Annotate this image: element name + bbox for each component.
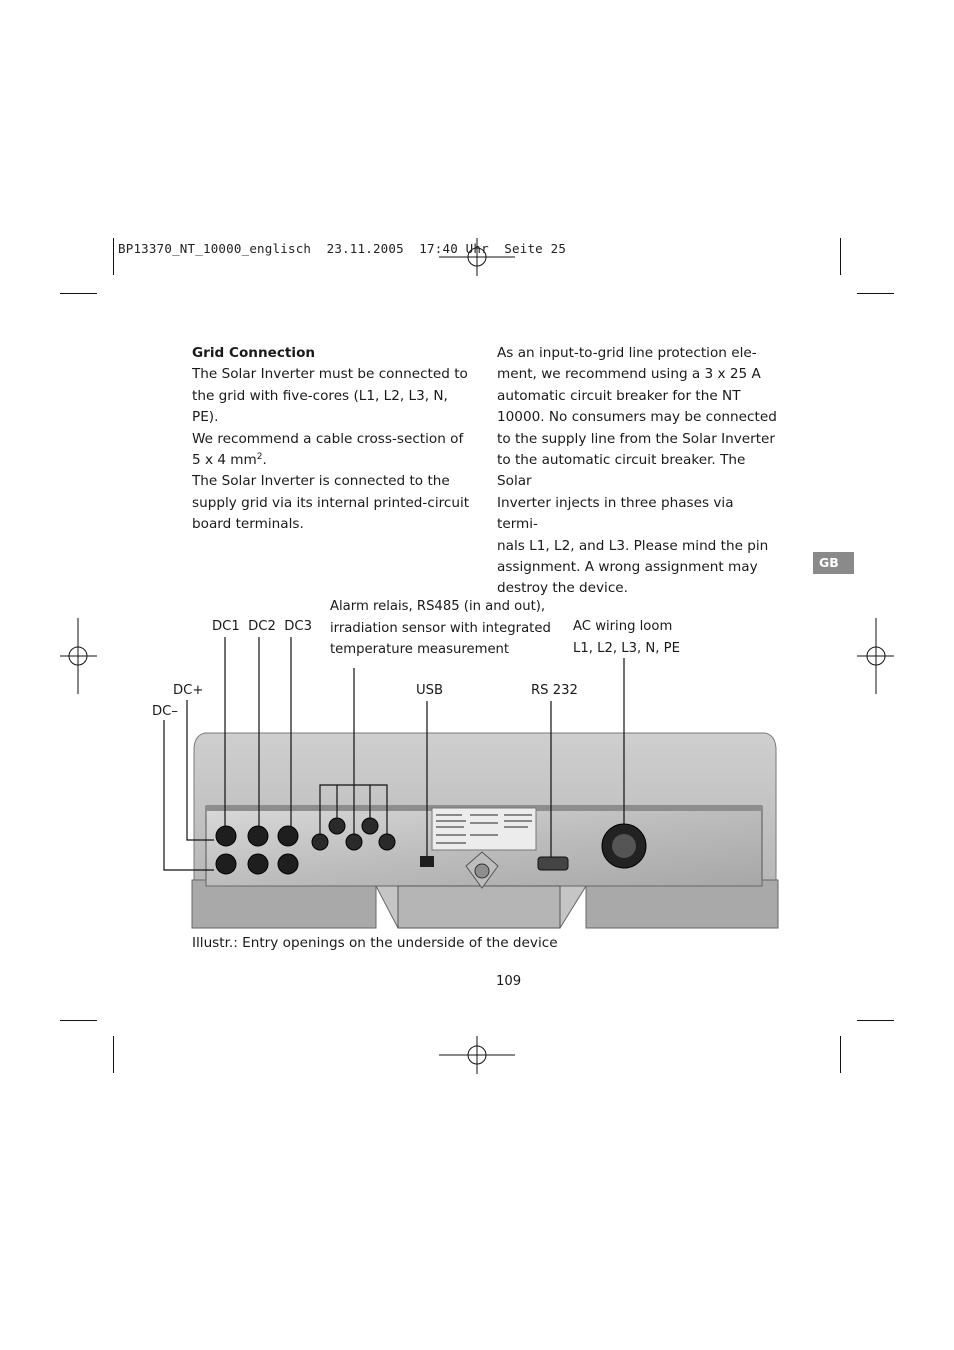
paragraph-line: nals L1, L2, and L3. Please mind the pin	[497, 537, 769, 554]
page-number: 109	[496, 974, 522, 989]
paragraph-line: The Solar Inverter must be connected to	[192, 366, 468, 383]
usb-label: USB	[416, 683, 444, 698]
paragraph-line: The Solar Inverter is connected to the	[192, 473, 450, 490]
figure-caption: Illustr.: Entry openings on the underside of the device	[192, 935, 558, 951]
paragraph-line: board terminals.	[192, 516, 304, 533]
paragraph-line: destroy the device.	[497, 580, 628, 597]
rs232-label: RS 232	[531, 683, 578, 698]
paragraph-line: to the supply line from the Solar Inverter	[497, 430, 776, 447]
period: .	[262, 452, 267, 469]
paragraph-line: We recommend a cable cross-section of	[192, 430, 464, 447]
dc-inputs-label: DC1 DC2 DC3	[212, 619, 313, 634]
paragraph-line: to the automatic circuit breaker. The Solar	[497, 452, 746, 490]
cross-section-value: 5 x 4 mm	[192, 452, 257, 469]
paragraph-line: ment, we recommend using a 3 x 25 A	[497, 366, 761, 383]
language-tab: GB	[813, 552, 854, 574]
section-heading: Grid Connection	[192, 345, 316, 361]
superscript: 2	[256, 452, 263, 463]
print-slug: BP13370_NT_10000_englisch 23.11.2005 17:40 Uhr Seite 25	[118, 241, 567, 256]
dc-minus-label: DC–	[152, 704, 178, 719]
paragraph-line: supply grid via its internal printed-circuit	[192, 494, 470, 511]
paragraph-line: assignment. A wrong assignment may	[497, 559, 758, 576]
ac-label-line: AC wiring loom	[573, 619, 673, 634]
alarm-label-line: temperature measurement	[330, 642, 510, 657]
alarm-label-line: Alarm relais, RS485 (in and out),	[330, 599, 546, 614]
paragraph-line: automatic circuit breaker for the NT	[497, 387, 741, 404]
paragraph-line: As an input-to-grid line protection ele-	[497, 345, 757, 361]
dc-plus-label: DC+	[173, 683, 204, 698]
alarm-label-line: irradiation sensor with integrated	[330, 621, 551, 636]
paragraph-line: Inverter injects in three phases via termi-	[497, 494, 734, 533]
paragraph-line: 10000. No consumers may be connected	[497, 409, 777, 426]
ac-label-line: L1, L2, L3, N, PE	[573, 641, 680, 656]
paragraph-line: the grid with five-cores (L1, L2, L3, N, PE).	[192, 387, 448, 426]
